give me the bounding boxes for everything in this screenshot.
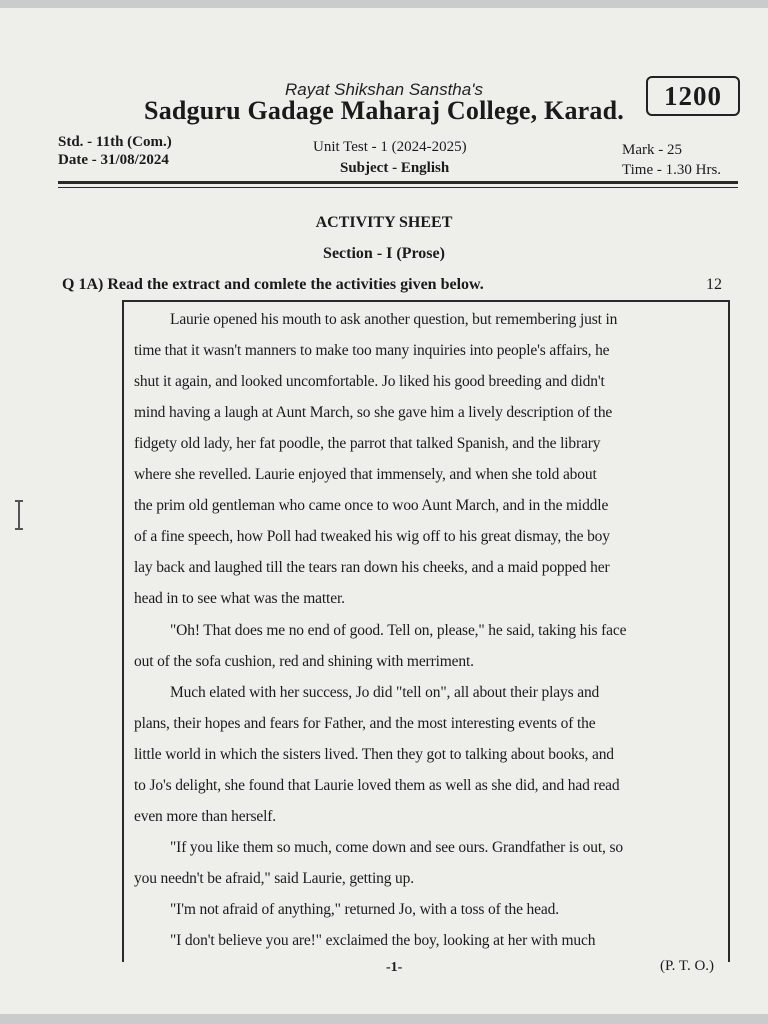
unit-test-label: Unit Test - 1 (2024-2025) <box>313 139 467 155</box>
extract-line: plans, their hopes and fears for Father, and the most interesting events of the <box>134 714 596 732</box>
extract-line: fidgety old lady, her fat poodle, the parrot that talked Spanish, and the library <box>134 435 601 453</box>
extract-line: time that it wasn't manners to make too many inquiries into people's affairs, he <box>134 342 610 360</box>
college-name: Sadguru Gadage Maharaj College, Karad. <box>144 96 624 125</box>
section-title: Section - I (Prose) <box>323 245 445 262</box>
standard-label: Std. - 11th (Com.) <box>58 134 172 150</box>
extract-line: head in to see what was the matter. <box>134 590 345 608</box>
extract-line: little world in which the sisters lived. Then they got to talking about books, and <box>134 745 614 763</box>
extract-line: where she revelled. Laurie enjoyed that immensely, and when she told about <box>134 466 597 484</box>
extract-line: Laurie opened his mouth to ask another question, but remembering just in <box>170 311 618 328</box>
extract-line: the prim old gentleman who came once to woo Aunt March, and in the middle <box>134 497 609 515</box>
extract-line: shut it again, and looked uncomfortable. Jo liked his good breeding and didn't <box>134 373 605 391</box>
time-label: Time - 1.30 Hrs. <box>622 162 722 178</box>
question-heading <box>62 276 722 294</box>
extract-line: to Jo's delight, she found that Laurie loved them as well as she did, and had read <box>134 776 620 794</box>
extract-line: "I'm not afraid of anything," returned Jo, with a toss of the head. <box>170 900 559 918</box>
date-label: Date - 31/08/2024 <box>58 152 169 168</box>
page-number: -1- <box>386 960 403 975</box>
activity-sheet-title: ACTIVITY SHEET <box>315 214 453 231</box>
pen-margin-mark <box>18 500 20 530</box>
extract-line: out of the sofa cushion, red and shining with merriment. <box>134 652 474 670</box>
question-marks: 12 <box>706 276 722 293</box>
extract-line: lay back and laughed till the tears ran down his cheeks, and a maid popped her <box>134 559 610 577</box>
paper-code-box: 1200 <box>646 76 740 116</box>
extract-line: even more than herself. <box>134 807 277 825</box>
extract-line: you needn't be afraid," said Laurie, getting up. <box>134 869 414 887</box>
extract-line: "Oh! That does me no end of good. Tell on, please," he said, taking his face <box>170 621 627 639</box>
extract-line: Much elated with her success, Jo did "tell on", all about their plays and <box>170 683 600 701</box>
header-rule-thick <box>58 181 738 184</box>
extract-line: of a fine speech, how Poll had tweaked his wig off to his great dismay, the boy <box>134 528 610 546</box>
sanstha-name: Rayat Shikshan Sanstha's <box>285 80 483 99</box>
question-label: Q 1A) Read the extract and comlete the activities given below. <box>62 276 484 293</box>
mark-label: Mark - 25 <box>622 142 682 158</box>
subject-label: Subject - English <box>340 160 450 176</box>
header-rule-thin <box>58 187 738 188</box>
extract-line: "If you like them so much, come down and see ours. Grandfather is out, so <box>170 838 623 856</box>
extract-line: mind having a laugh at Aunt March, so she gave him a lively description of the <box>134 404 613 422</box>
pto-label: (P. T. O.) <box>660 958 715 974</box>
extract-line: "I don't believe you are!" exclaimed the boy, looking at her with much <box>170 932 596 949</box>
